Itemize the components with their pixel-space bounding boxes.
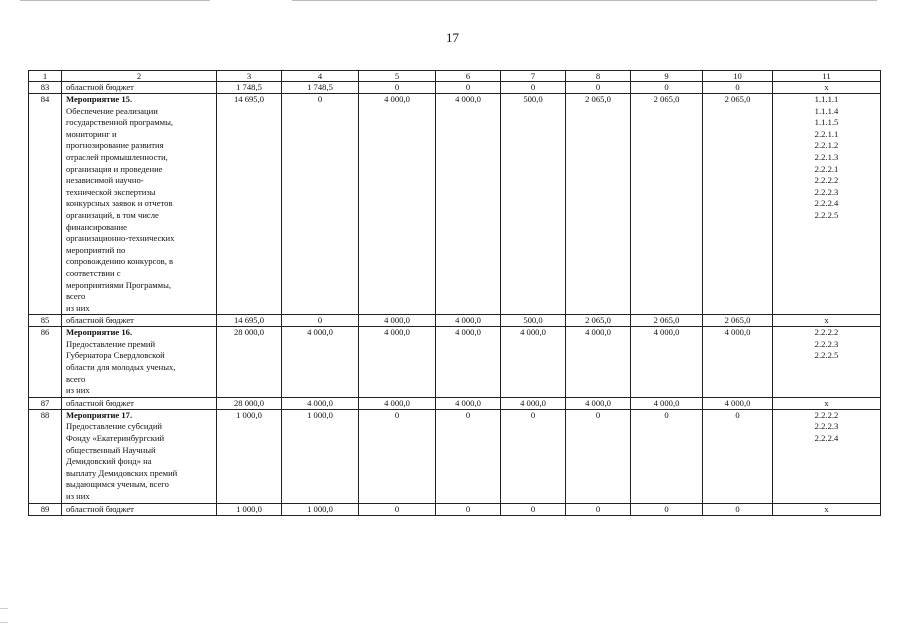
description-line: областной бюджет bbox=[66, 315, 134, 326]
description-line: областной бюджет bbox=[66, 503, 134, 514]
amount-cell: 0 bbox=[436, 409, 501, 503]
target-code: 2.2.2.3 bbox=[814, 186, 839, 197]
column-header: 11 bbox=[773, 71, 881, 82]
scan-edge-mark bbox=[0, 608, 8, 609]
row-description bbox=[62, 315, 217, 327]
amount-cell: 14 695,0 bbox=[217, 94, 282, 315]
amount-cell: 1 000,0 bbox=[282, 503, 359, 515]
amount-cell: 2 065,0 bbox=[631, 94, 703, 315]
amount-cell: 1 000,0 bbox=[217, 503, 282, 515]
amount-cell: 14 695,0 bbox=[217, 315, 282, 327]
description-line: всего bbox=[66, 291, 86, 302]
target-codes bbox=[773, 94, 881, 315]
target-code: 2.2.2.4 bbox=[814, 198, 839, 209]
description-line: организация и проведение bbox=[66, 163, 163, 174]
target-code: х bbox=[824, 397, 829, 408]
amount-cell: 0 bbox=[282, 315, 359, 327]
measure-title: Мероприятие 15. bbox=[66, 94, 133, 104]
target-code: 2.2.2.1 bbox=[814, 163, 839, 174]
target-code: 2.2.1.1 bbox=[814, 128, 839, 139]
description-line: прогнозирование развития bbox=[66, 140, 164, 151]
amount-cell: 0 bbox=[501, 409, 566, 503]
target-code: 1.1.1.4 bbox=[814, 105, 839, 116]
amount-cell: 4 000,0 bbox=[359, 397, 436, 409]
row-number: 88 bbox=[29, 409, 62, 503]
description-line: всего bbox=[66, 373, 86, 384]
amount-cell: 4 000,0 bbox=[501, 327, 566, 398]
description-line: государственной программы, bbox=[66, 117, 174, 128]
amount-cell: 4 000,0 bbox=[436, 327, 501, 398]
amount-cell: 2 065,0 bbox=[566, 315, 631, 327]
amount-cell: 4 000,0 bbox=[282, 397, 359, 409]
amount-cell: 0 bbox=[631, 503, 703, 515]
target-code: х bbox=[824, 315, 829, 326]
amount-cell: 0 bbox=[501, 82, 566, 94]
description-line: Фонду «Екатеринбургский bbox=[66, 433, 165, 444]
amount-cell: 4 000,0 bbox=[436, 94, 501, 315]
amount-cell: 4 000,0 bbox=[631, 397, 703, 409]
description-line: организационно-технических bbox=[66, 233, 175, 244]
amount-cell: 0 bbox=[566, 503, 631, 515]
column-header: 7 bbox=[501, 71, 566, 82]
amount-cell: 0 bbox=[436, 82, 501, 94]
description-line: выплату Демидовских премий bbox=[66, 467, 178, 478]
description-line: мониторинг и bbox=[66, 128, 117, 139]
description-line: конкурсных заявок и отчетов bbox=[66, 198, 173, 209]
table-row bbox=[29, 94, 881, 315]
amount-cell: 4 000,0 bbox=[436, 315, 501, 327]
amount-cell: 0 bbox=[359, 503, 436, 515]
measure-title: Мероприятие 17. bbox=[66, 409, 133, 420]
table-row bbox=[29, 503, 881, 515]
target-code: 2.2.2.3 bbox=[814, 421, 839, 432]
column-header: 3 bbox=[217, 71, 282, 82]
amount-cell: 28 000,0 bbox=[217, 327, 282, 398]
row-number: 87 bbox=[29, 397, 62, 409]
table-row bbox=[29, 397, 881, 409]
description-line: Предоставление премий bbox=[66, 338, 156, 349]
description-line: из них bbox=[66, 302, 90, 313]
table-row bbox=[29, 315, 881, 327]
target-codes bbox=[773, 315, 881, 327]
description-line: мероприятиями Программы, bbox=[66, 279, 172, 290]
amount-cell: 4 000,0 bbox=[566, 327, 631, 398]
description-line: Губернатора Свердловской bbox=[66, 350, 165, 361]
amount-cell: 500,0 bbox=[501, 94, 566, 315]
amount-cell: 0 bbox=[631, 82, 703, 94]
target-code: 1.1.1.1 bbox=[814, 94, 839, 104]
target-code: 1.1.1.5 bbox=[814, 117, 839, 128]
amount-cell: 0 bbox=[566, 409, 631, 503]
target-code: 2.2.1.2 bbox=[814, 140, 839, 151]
amount-cell: 0 bbox=[359, 409, 436, 503]
target-code: 2.2.2.5 bbox=[814, 209, 839, 220]
amount-cell: 0 bbox=[359, 82, 436, 94]
amount-cell: 2 065,0 bbox=[631, 315, 703, 327]
column-header: 2 bbox=[62, 71, 217, 82]
row-number: 85 bbox=[29, 315, 62, 327]
page-number: 17 bbox=[446, 30, 459, 45]
column-header: 5 bbox=[359, 71, 436, 82]
amount-cell: 0 bbox=[703, 503, 773, 515]
scan-edge-mark bbox=[0, 622, 8, 623]
description-line: Обеспечение реализации bbox=[66, 105, 158, 116]
amount-cell: 4 000,0 bbox=[566, 397, 631, 409]
target-code: 2.2.2.2 bbox=[814, 409, 839, 420]
scan-top-line-left bbox=[20, 0, 210, 1]
amount-cell: 4 000,0 bbox=[703, 397, 773, 409]
target-code: 2.2.2.4 bbox=[814, 433, 839, 444]
amount-cell: 1 000,0 bbox=[282, 409, 359, 503]
budget-table bbox=[28, 70, 881, 516]
description-line: технической экспертизы bbox=[66, 186, 156, 197]
target-code: 2.2.2.2 bbox=[814, 175, 839, 186]
amount-cell: 4 000,0 bbox=[501, 397, 566, 409]
column-number-row bbox=[29, 71, 881, 82]
target-codes bbox=[773, 327, 881, 398]
scan-top-line-right bbox=[292, 0, 877, 1]
description-line: области для молодых ученых, bbox=[66, 362, 176, 373]
amount-cell: 0 bbox=[566, 82, 631, 94]
amount-cell: 0 bbox=[436, 503, 501, 515]
description-line: Демидовский фонд» на bbox=[66, 456, 152, 467]
target-codes bbox=[773, 397, 881, 409]
amount-cell: 4 000,0 bbox=[436, 397, 501, 409]
row-description bbox=[62, 503, 217, 515]
description-line: областной бюджет bbox=[66, 82, 134, 92]
description-line: из них bbox=[66, 385, 90, 396]
description-line: мероприятий по bbox=[66, 244, 126, 255]
column-header: 10 bbox=[703, 71, 773, 82]
target-code: х bbox=[824, 82, 829, 92]
row-description bbox=[62, 327, 217, 398]
description-line: независимой научно- bbox=[66, 175, 144, 186]
table-row bbox=[29, 82, 881, 94]
row-description bbox=[62, 409, 217, 503]
row-description bbox=[62, 82, 217, 94]
amount-cell: 4 000,0 bbox=[359, 327, 436, 398]
measure-title: Мероприятие 16. bbox=[66, 327, 133, 338]
amount-cell: 0 bbox=[501, 503, 566, 515]
amount-cell: 4 000,0 bbox=[703, 327, 773, 398]
amount-cell: 500,0 bbox=[501, 315, 566, 327]
amount-cell: 4 000,0 bbox=[631, 327, 703, 398]
target-code: 2.2.2.5 bbox=[814, 350, 839, 361]
description-line: выдающимся ученым, всего bbox=[66, 479, 169, 490]
description-line: общественный Научный bbox=[66, 444, 156, 455]
description-line: отраслей промышленности, bbox=[66, 151, 168, 162]
amount-cell: 0 bbox=[631, 409, 703, 503]
description-line: финансирование bbox=[66, 221, 127, 232]
row-description bbox=[62, 397, 217, 409]
description-line: Предоставление субсидий bbox=[66, 421, 163, 432]
amount-cell: 4 000,0 bbox=[359, 94, 436, 315]
target-code: 2.2.2.3 bbox=[814, 338, 839, 349]
row-number: 83 bbox=[29, 82, 62, 94]
description-line: из них bbox=[66, 491, 90, 501]
column-header: 9 bbox=[631, 71, 703, 82]
amount-cell: 0 bbox=[703, 82, 773, 94]
target-codes bbox=[773, 409, 881, 503]
target-code: х bbox=[824, 503, 829, 514]
row-number: 86 bbox=[29, 327, 62, 398]
amount-cell: 2 065,0 bbox=[566, 94, 631, 315]
row-description bbox=[62, 94, 217, 315]
row-number: 84 bbox=[29, 94, 62, 315]
target-codes bbox=[773, 503, 881, 515]
amount-cell: 1 000,0 bbox=[217, 409, 282, 503]
column-header: 8 bbox=[566, 71, 631, 82]
table-row bbox=[29, 409, 881, 503]
column-header: 4 bbox=[282, 71, 359, 82]
table-row bbox=[29, 327, 881, 398]
column-header: 1 bbox=[29, 71, 62, 82]
description-line: сопровождению конкурсов, в bbox=[66, 256, 174, 267]
column-header: 6 bbox=[436, 71, 501, 82]
amount-cell: 1 748,5 bbox=[217, 82, 282, 94]
amount-cell: 2 065,0 bbox=[703, 94, 773, 315]
row-number: 89 bbox=[29, 503, 62, 515]
description-line: областной бюджет bbox=[66, 397, 134, 408]
amount-cell: 4 000,0 bbox=[282, 327, 359, 398]
amount-cell: 28 000,0 bbox=[217, 397, 282, 409]
amount-cell: 0 bbox=[282, 94, 359, 315]
target-codes bbox=[773, 82, 881, 94]
amount-cell: 1 748,5 bbox=[282, 82, 359, 94]
description-line: организаций, в том числе bbox=[66, 209, 159, 220]
amount-cell: 2 065,0 bbox=[703, 315, 773, 327]
amount-cell: 0 bbox=[703, 409, 773, 503]
target-code: 2.2.2.2 bbox=[814, 327, 839, 338]
target-code: 2.2.1.3 bbox=[814, 151, 839, 162]
description-line: соответствии с bbox=[66, 267, 121, 278]
amount-cell: 4 000,0 bbox=[359, 315, 436, 327]
